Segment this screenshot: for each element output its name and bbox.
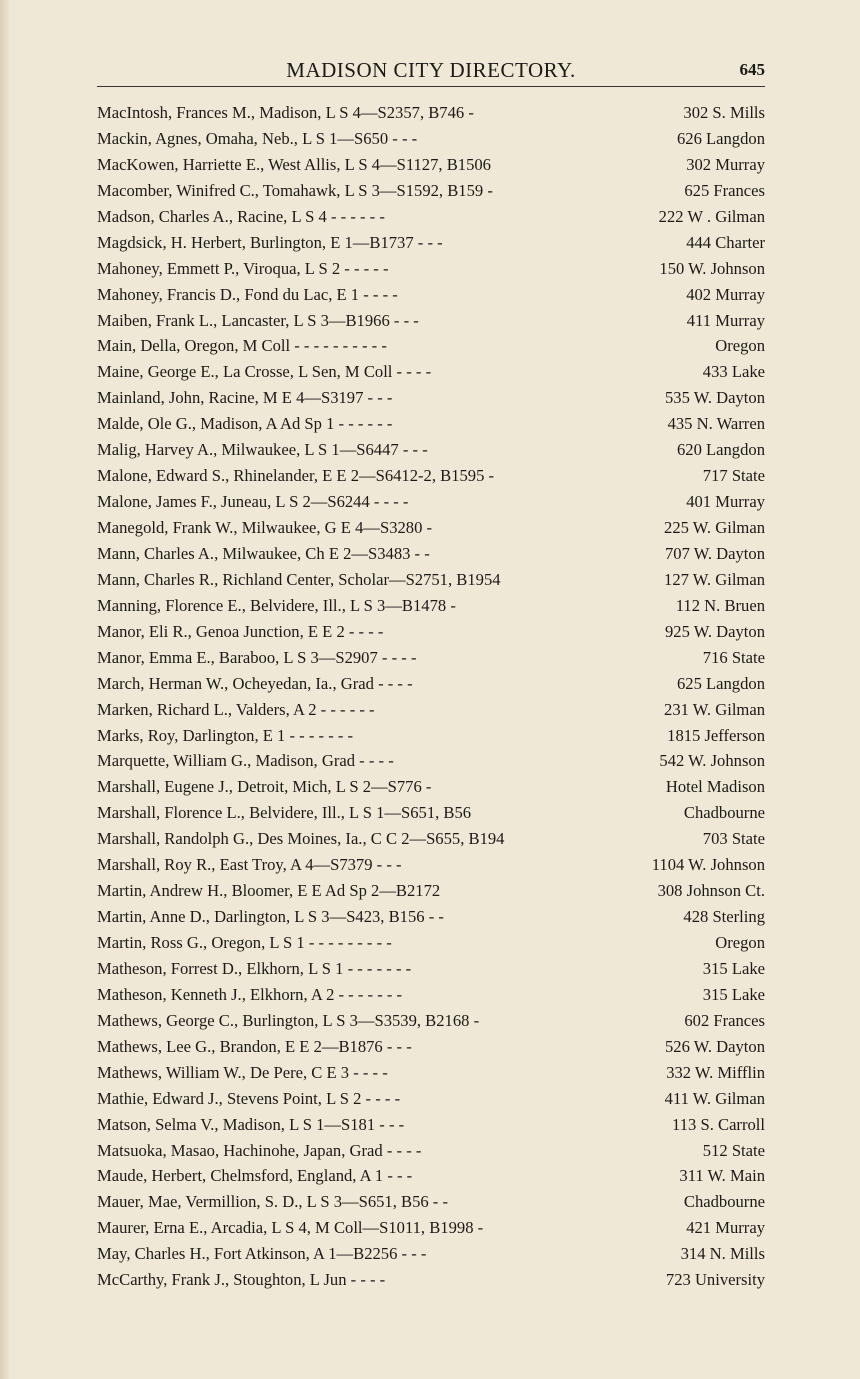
entry-text: Mahoney, Emmett P., Viroqua, L S 2 - - - - - <box>97 258 389 278</box>
directory-entry <box>97 1267 765 1293</box>
directory-entry <box>97 1008 765 1034</box>
directory-entry <box>97 1034 765 1060</box>
entry-text: Malone, Edward S., Rhinelander, E E 2—S6412-2, B1595 - <box>97 466 495 486</box>
directory-entry <box>97 982 765 1008</box>
entry-text: Manor, Emma E., Baraboo, L S 3—S2907 - - - - <box>97 647 417 667</box>
directory-entry <box>97 852 765 878</box>
entry-address: 113 S. Carroll <box>672 1114 765 1134</box>
directory-entry <box>97 567 765 593</box>
page-title: MADISON CITY DIRECTORY. <box>286 58 576 82</box>
entry-address: 435 N. Warren <box>667 414 765 434</box>
entry-text: Mathews, Lee G., Brandon, E E 2—B1876 - - - <box>97 1036 412 1056</box>
page-number: 645 <box>739 60 765 79</box>
entry-text: McCarthy, Frank J., Stoughton, L Jun - - - - <box>97 1270 386 1290</box>
entry-address: 222 W . Gilman <box>658 206 765 226</box>
directory-entry <box>97 333 765 359</box>
entry-address: 302 Murray <box>686 154 765 174</box>
directory-entry <box>97 1189 765 1215</box>
entry-text: Mathews, George C., Burlington, L S 3—S3539, B2168 - <box>97 1010 480 1030</box>
entry-address: 526 W. Dayton <box>664 1036 765 1056</box>
directory-entry <box>97 1163 765 1189</box>
entry-address: 535 W. Dayton <box>664 388 765 408</box>
entry-address: 332 W. Mifflin <box>666 1062 765 1082</box>
entry-text: Matheson, Kenneth J., Elkhorn, A 2 - - - - - - - <box>97 984 403 1004</box>
entry-text: Martin, Ross G., Oregon, L S 1 - - - - - - - - - <box>97 933 392 952</box>
entry-text: Macomber, Winifred C., Tomahawk, L S 3—S1592, B159 - <box>97 180 493 200</box>
directory-entry <box>97 904 765 930</box>
entry-text: May, Charles H., Fort Atkinson, A 1—B2256 - - - <box>97 1244 427 1264</box>
entry-text: Maiben, Frank L., Lancaster, L S 3—B1966 - - - <box>97 310 419 330</box>
directory-entry <box>97 697 765 723</box>
entry-text: MacKowen, Harriette E., West Allis, L S 4—S1127, B1506 <box>97 154 491 174</box>
directory-entry <box>97 359 765 385</box>
entry-address: 723 University <box>665 1270 765 1290</box>
entry-address: 717 State <box>702 466 765 486</box>
entry-address: 1815 Jefferson <box>667 725 765 745</box>
directory-entry <box>97 1241 765 1267</box>
entry-text: Malde, Ole G., Madison, A Ad Sp 1 - - - - - - <box>97 414 393 434</box>
directory-entry <box>97 100 765 126</box>
entry-text: Marshall, Eugene J., Detroit, Mich, L S 2—S776 - <box>97 777 432 797</box>
entry-address: 433 Lake <box>702 362 765 382</box>
entry-address: 707 W. Dayton <box>664 543 765 563</box>
directory-entry <box>97 152 765 178</box>
entry-address: 703 State <box>702 829 765 849</box>
entry-text: Magdsick, H. Herbert, Burlington, E 1—B1737 - - - <box>97 232 443 252</box>
entry-address: 314 N. Mills <box>680 1244 765 1264</box>
entry-text: Mainland, John, Racine, M E 4—S3197 - - - <box>97 388 393 408</box>
entry-address: 716 State <box>702 647 765 667</box>
entry-text: Marks, Roy, Darlington, E 1 - - - - - - - <box>97 725 354 745</box>
entry-text: Matheson, Forrest D., Elkhorn, L S 1 - - - - - - - <box>97 958 412 978</box>
entry-address: 602 Frances <box>684 1010 765 1030</box>
entry-address: 444 Charter <box>686 232 765 252</box>
entry-address: 1104 W. Johnson <box>651 855 765 875</box>
directory-entry <box>97 1138 765 1164</box>
entry-address: 925 W. Dayton <box>664 621 765 641</box>
entry-text: Manning, Florence E., Belvidere, Ill., L S 3—B1478 - <box>97 595 456 615</box>
entry-text: Marshall, Randolph G., Des Moines, Ia., C C 2—S655, B194 <box>97 829 505 849</box>
entry-address: 225 W. Gilman <box>664 518 765 537</box>
entry-text: Maine, George E., La Crosse, L Sen, M Coll - - - - <box>97 362 432 382</box>
entry-address: 512 State <box>702 1140 765 1160</box>
entry-address: 401 Murray <box>686 492 765 512</box>
entry-address: Oregon <box>715 336 765 356</box>
directory-entry <box>97 178 765 204</box>
entry-address: 411 W. Gilman <box>664 1088 765 1108</box>
entry-text: Mathie, Edward J., Stevens Point, L S 2 - - - - <box>97 1088 401 1108</box>
entry-text: Martin, Anne D., Darlington, L S 3—S423, B156 - - <box>97 907 444 927</box>
entry-address: 625 Langdon <box>676 673 765 693</box>
entry-address: 402 Murray <box>686 284 765 304</box>
entry-text: Maurer, Erna E., Arcadia, L S 4, M Coll—S1011, B1998 - <box>97 1218 484 1238</box>
entry-text: Matson, Selma V., Madison, L S 1—S181 - - - <box>97 1114 405 1134</box>
directory-entry <box>97 541 765 567</box>
entry-text: Manegold, Frank W., Milwaukee, G E 4—S3280 - <box>97 518 433 537</box>
entry-address: 127 W. Gilman <box>664 569 765 589</box>
directory-entry <box>97 489 765 515</box>
entry-address: 625 Frances <box>684 180 765 200</box>
directory-entry <box>97 411 765 437</box>
entry-text: Mann, Charles A., Milwaukee, Ch E 2—S3483 - - <box>97 543 430 563</box>
entry-address: Oregon <box>715 933 765 952</box>
entry-address: 112 N. Bruen <box>675 595 765 615</box>
entry-text: Marken, Richard L., Valders, A 2 - - - - - - <box>97 699 375 719</box>
entry-address: 315 Lake <box>702 958 765 978</box>
page-header <box>97 56 765 87</box>
entry-text: Martin, Andrew H., Bloomer, E E Ad Sp 2—B2172 <box>97 881 441 901</box>
directory-entry <box>97 308 765 334</box>
entry-address: 620 Langdon <box>676 440 765 460</box>
directory-entry <box>97 126 765 152</box>
entry-address: Chadbourne <box>683 803 765 823</box>
directory-entry <box>97 385 765 411</box>
entry-text: Malone, James F., Juneau, L S 2—S6244 - - - - <box>97 492 409 512</box>
directory-entry <box>97 800 765 826</box>
entry-text: Mauer, Mae, Vermillion, S. D., L S 3—S651, B56 - - <box>97 1192 449 1212</box>
entry-address: 428 Sterling <box>683 907 765 927</box>
entry-address: 542 W. Johnson <box>659 751 765 771</box>
directory-entry <box>97 748 765 774</box>
directory-entry <box>97 463 765 489</box>
directory-entry <box>97 204 765 230</box>
entry-address: 411 Murray <box>686 310 765 330</box>
entry-text: Mahoney, Francis D., Fond du Lac, E 1 - - - - <box>97 284 398 304</box>
entry-text: Marshall, Florence L., Belvidere, Ill., L S 1—S651, B56 <box>97 803 472 823</box>
entry-address: 231 W. Gilman <box>664 699 765 719</box>
entry-address: Hotel Madison <box>665 777 765 797</box>
directory-entry <box>97 437 765 463</box>
entry-address: 150 W. Johnson <box>659 258 765 278</box>
directory-entry <box>97 593 765 619</box>
entry-text: Mackin, Agnes, Omaha, Neb., L S 1—S650 - - - <box>97 128 418 148</box>
entry-text: Mathews, William W., De Pere, C E 3 - - - - <box>97 1062 388 1082</box>
directory-entry <box>97 1060 765 1086</box>
directory-entry <box>97 774 765 800</box>
page-spine-shadow <box>0 0 10 1379</box>
directory-entry <box>97 1112 765 1138</box>
directory-entry <box>97 515 765 541</box>
directory-entry <box>97 723 765 749</box>
entry-text: March, Herman W., Ocheyedan, Ia., Grad - - - - <box>97 673 413 693</box>
entry-address: 315 Lake <box>702 984 765 1004</box>
entry-text: Matsuoka, Masao, Hachinohe, Japan, Grad - - - - <box>97 1140 422 1160</box>
directory-entry <box>97 1215 765 1241</box>
entry-text: Marquette, William G., Madison, Grad - - - - <box>97 751 394 771</box>
entry-text: MacIntosh, Frances M., Madison, L S 4—S2357, B746 - <box>97 103 474 122</box>
directory-entry <box>97 1086 765 1112</box>
directory-entry <box>97 619 765 645</box>
entry-text: Mann, Charles R., Richland Center, Scholar—S2751, B1954 <box>97 569 501 589</box>
directory-entry <box>97 826 765 852</box>
entry-text: Marshall, Roy R., East Troy, A 4—S7379 - - - <box>97 855 402 875</box>
entry-address: 302 S. Mills <box>683 103 765 122</box>
entry-address: Chadbourne <box>683 1192 765 1212</box>
entry-text: Main, Della, Oregon, M Coll - - - - - - - - - - <box>97 336 387 356</box>
directory-entry <box>97 230 765 256</box>
directory-entry <box>97 878 765 904</box>
entry-address: 421 Murray <box>686 1218 765 1238</box>
entry-text: Manor, Eli R., Genoa Junction, E E 2 - - - - <box>97 621 384 641</box>
directory-entry <box>97 282 765 308</box>
directory-entry <box>97 671 765 697</box>
directory-entry <box>97 645 765 671</box>
directory-listing <box>97 100 765 1293</box>
entry-address: 311 W. Main <box>679 1166 765 1186</box>
entry-text: Maude, Herbert, Chelmsford, England, A 1 - - - <box>97 1166 413 1186</box>
entry-text: Madson, Charles A., Racine, L S 4 - - - - - - <box>97 206 385 226</box>
entry-address: 308 Johnson Ct. <box>657 881 765 901</box>
directory-entry <box>97 956 765 982</box>
directory-entry <box>97 256 765 282</box>
entry-address: 626 Langdon <box>676 128 765 148</box>
entry-text: Malig, Harvey A., Milwaukee, L S 1—S6447 - - - <box>97 440 428 460</box>
directory-entry <box>97 930 765 956</box>
